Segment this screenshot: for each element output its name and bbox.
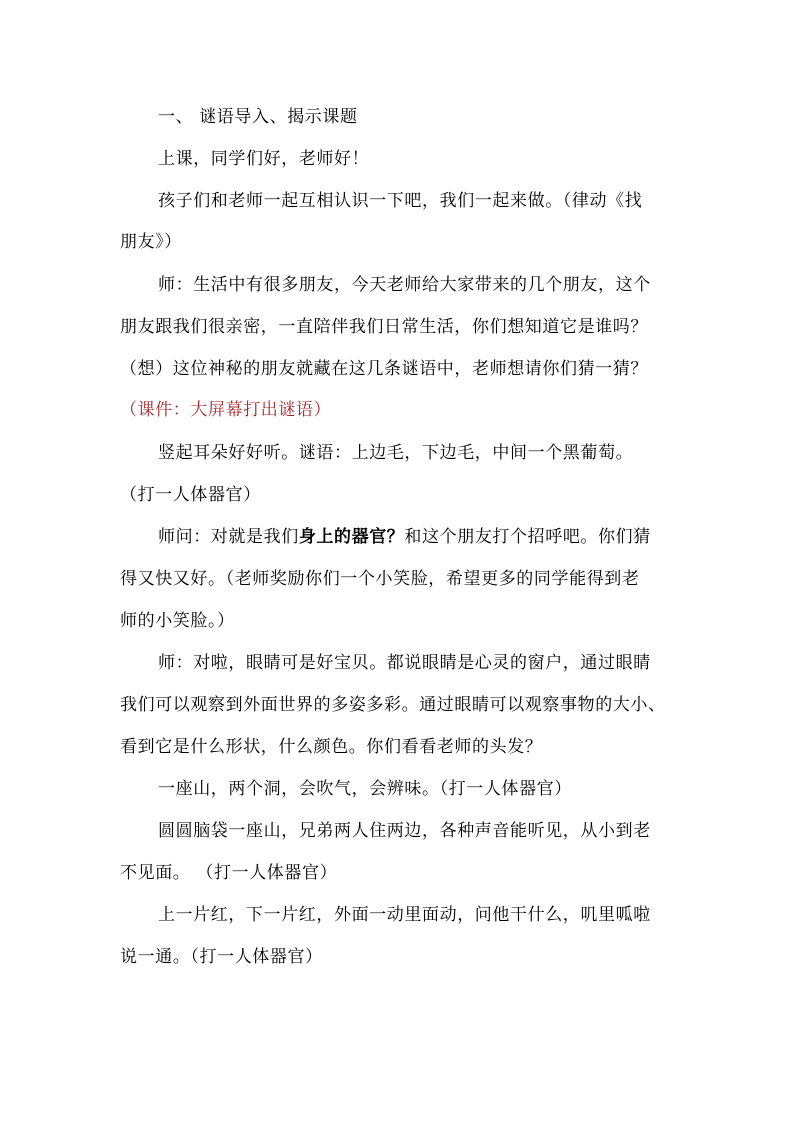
text-run: 和这个朋友打个招呼吧。你们猜 bbox=[404, 527, 651, 547]
paragraph-line: 师：对啦，眼睛可是好宝贝。都说眼睛是心灵的窗户，通过眼睛 bbox=[158, 653, 651, 673]
paragraph-line: 我们可以观察到外面世界的多姿多彩。通过眼睛可以观察事物的大小、 bbox=[120, 695, 666, 715]
riddle-line: 上一片红，下一片红，外面一动里面动，问他干什么，叽里呱啦 bbox=[158, 905, 651, 925]
paragraph-line: 师的小笑脸。） bbox=[120, 611, 235, 631]
paragraph-line bbox=[158, 526, 651, 548]
paragraph-line: 看到它是什么形状，什么颜色。你们看看老师的头发？ bbox=[120, 737, 543, 757]
riddle-line: 说一通。（打一人体器官） bbox=[120, 947, 323, 967]
section-heading: 一、 谜语导入、揭示课题 bbox=[158, 107, 358, 127]
riddle-line: 一座山，两个洞，会吹气，会辨味。（打一人体器官） bbox=[158, 779, 572, 799]
courseware-note: （课件：大屏幕打出谜语） bbox=[120, 400, 332, 420]
bold-text-run: 身上的器官？ bbox=[298, 527, 405, 547]
riddle-line: 竖起耳朵好好听。谜语：上边毛，下边毛，中间一个黑葡萄。 bbox=[158, 443, 634, 463]
riddle-line: 圆圆脑袋一座山，兄弟两人住两边，各种声音能听见，从小到老 bbox=[158, 821, 651, 841]
paragraph-line: 朋友》） bbox=[120, 232, 182, 252]
paragraph-line: 孩子们和老师一起互相认识一下吧，我们一起来做。（律动《找 bbox=[158, 191, 643, 211]
riddle-hint: （打一人体器官） bbox=[120, 485, 261, 505]
text-run: 师问：对就是我们 bbox=[158, 527, 299, 547]
paragraph-line: 师：生活中有很多朋友，今天老师给大家带来的几个朋友，这个 bbox=[158, 275, 651, 295]
paragraph-line: （想）这位神秘的朋友就藏在这几条谜语中，老师想请你们猜一猜？ bbox=[120, 359, 648, 379]
paragraph-line: 朋友跟我们很亲密，一直陪伴我们日常生活，你们想知道它是谁吗？ bbox=[120, 317, 648, 337]
riddle-line: 不见面。 （打一人体器官） bbox=[120, 863, 338, 883]
paragraph-line: 得又快又好。（老师奖励你们一个小笑脸，希望更多的同学能得到老 bbox=[120, 569, 640, 589]
paragraph-line: 上课，同学们好，老师好！ bbox=[158, 149, 370, 169]
